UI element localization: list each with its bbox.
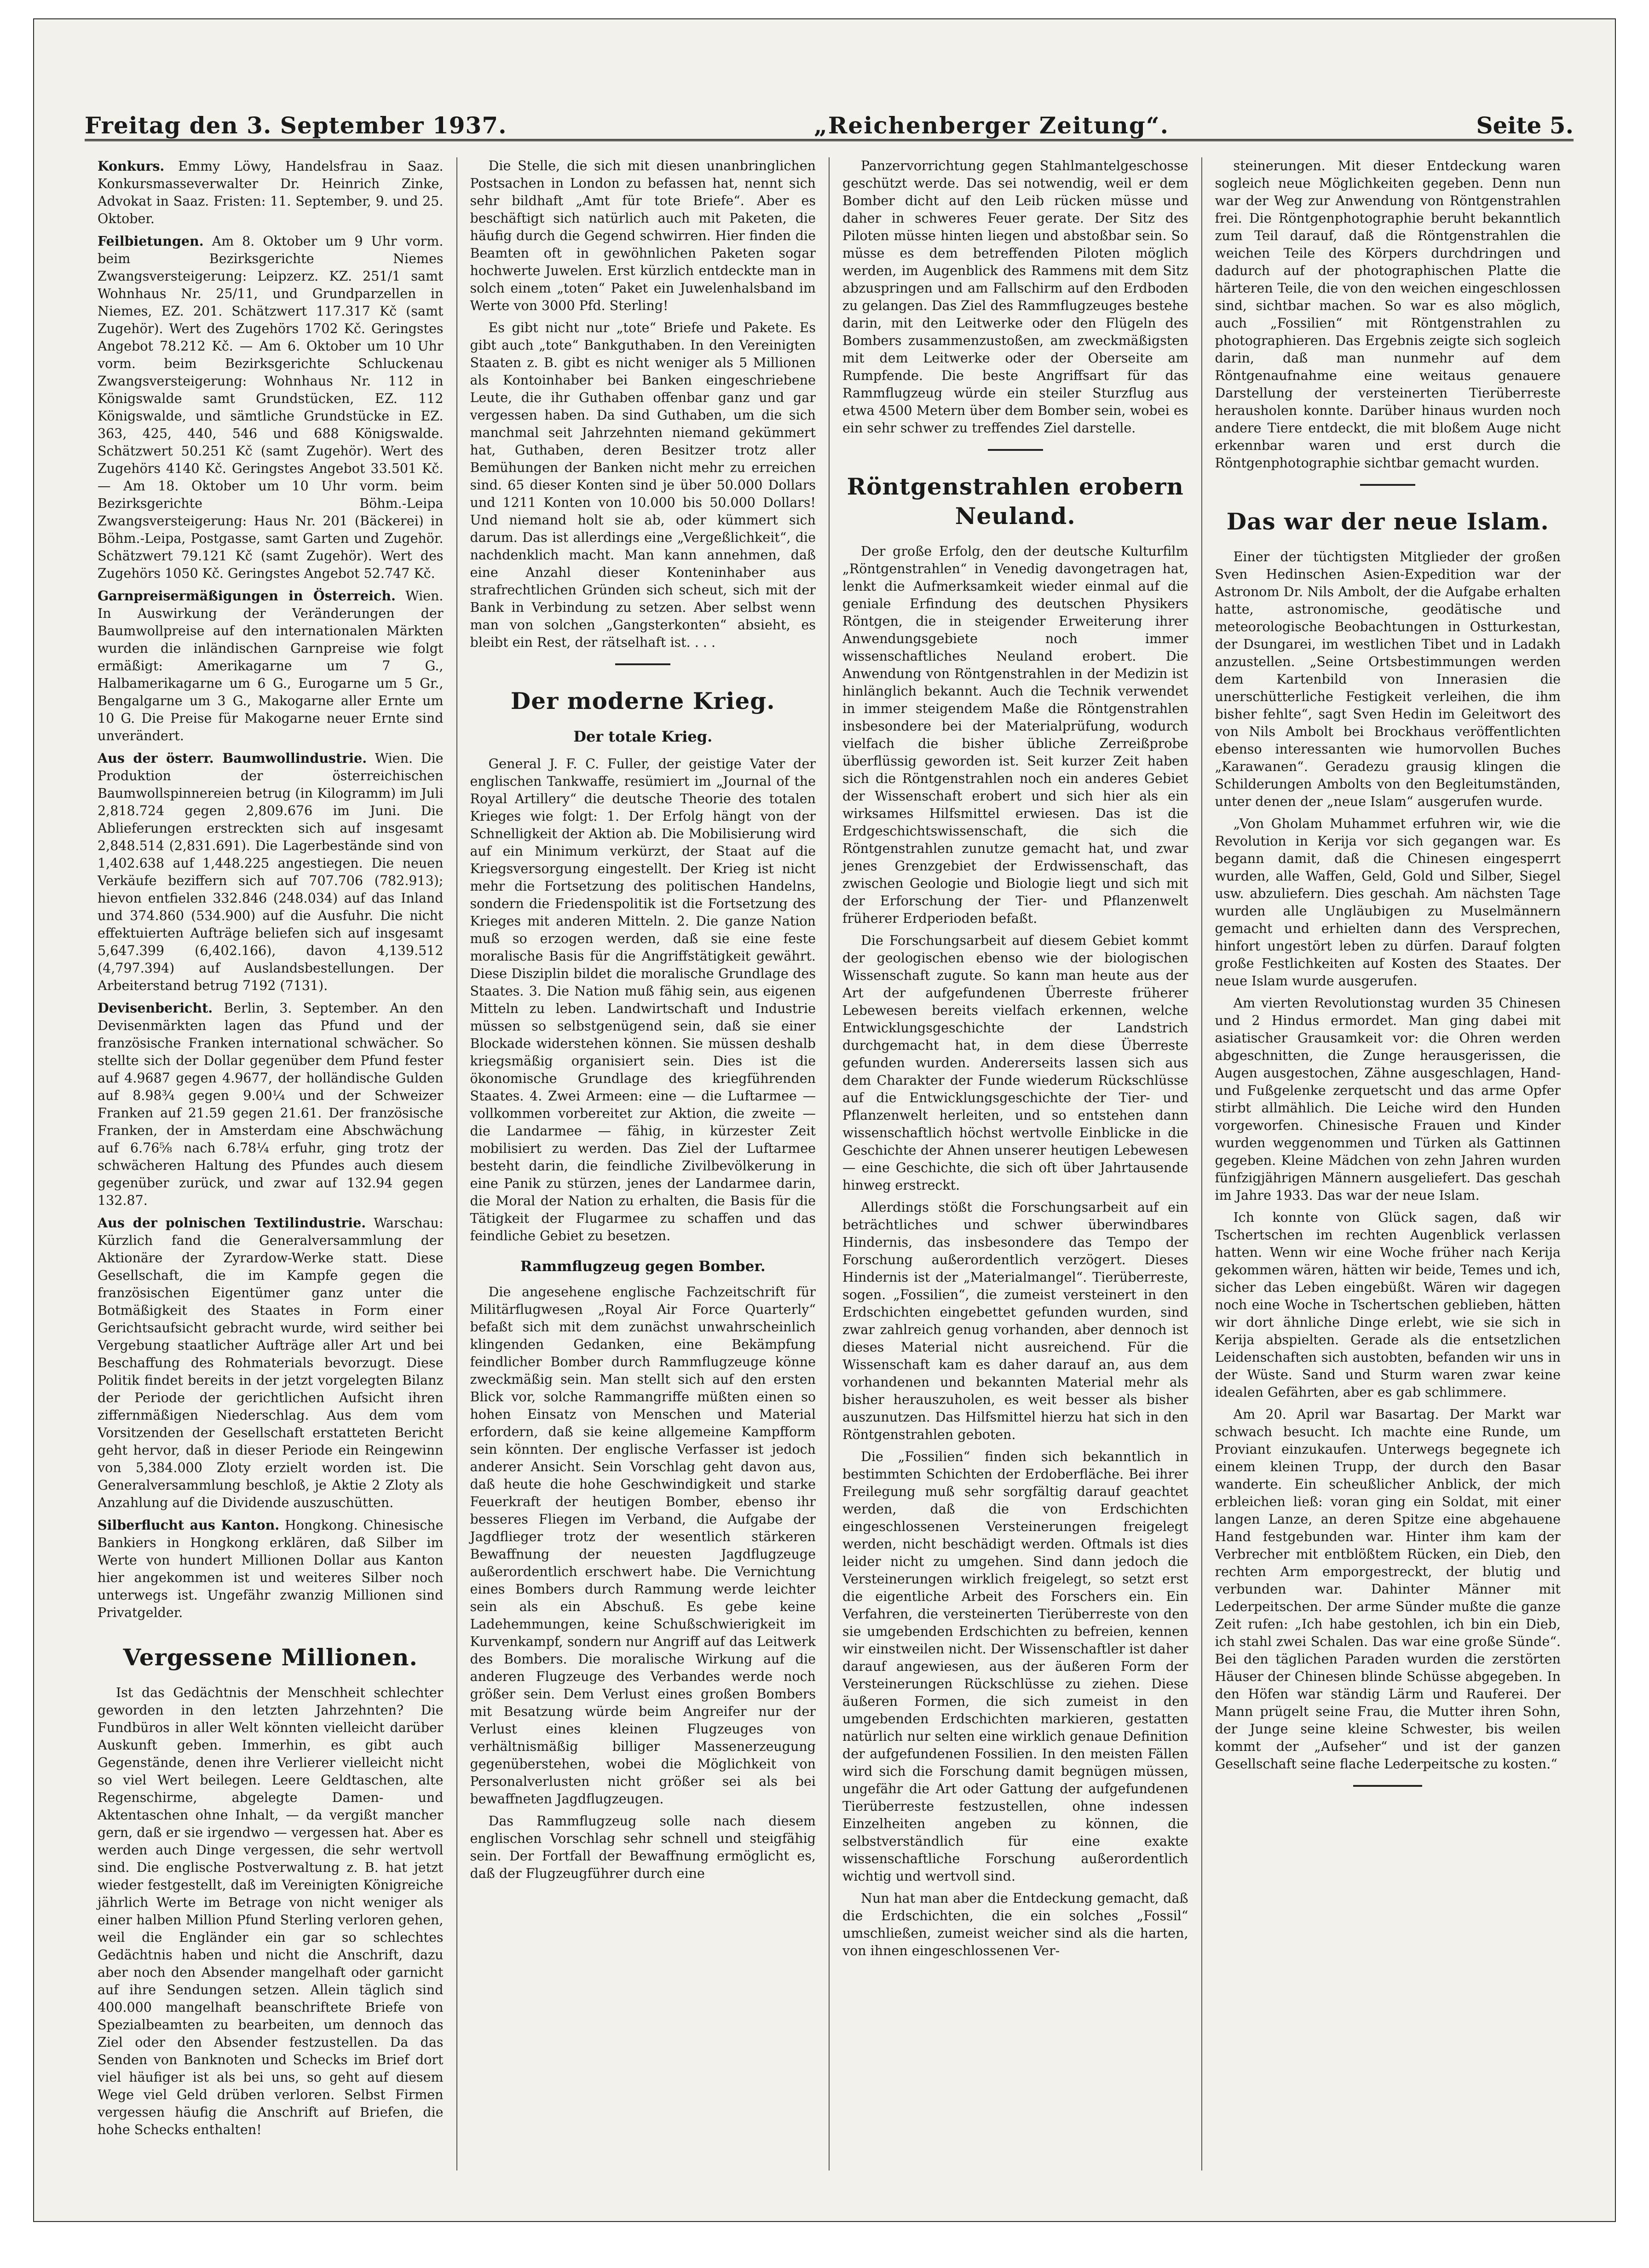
article-paragraph: Am vierten Revolutionstag wurden 35 Chinesen und 2 Hindus ermordet. Man ging dabei mit asiatischer Grausamkeit vor: die Ohren werden abgeschnitten, die Zunge herausgerissen, die Augen ausgestochen, Zähne ausgeschlagen, Hand- und Fußgelenke zerquetscht und das arme Opfer stirbt allmählich. Die Leiche wird den Hunden vorgeworfen. Chinesische Frauen und Kinder wurden weggenommen und Türken als Gattinnen gegeben. Kleine Mädchen von zehn Jahren wurden fünfzigjährigen Männern ausgeliefert. Das geschah im Jahre 1933. Das war der neue Islam. <box>1215 996 1561 1203</box>
article-heading: Röntgenstrahlen erobern Neuland. <box>847 473 1184 530</box>
divider <box>615 663 670 665</box>
item-text: Emmy Löwy, Handelsfrau in Saaz. Konkursmasseverwalter Dr. Heinrich Zinke, Advokat in Saaz. Fristen: 11. September, 9. und 25. Oktober. <box>98 159 444 226</box>
column-3 <box>830 157 1202 2170</box>
article-subheading: Rammflugzeug gegen Bomber. <box>520 1258 766 1275</box>
article-paragraph: Nun hat man aber die Entdeckung gemacht, daß die Erdschichten, die ein solches „Fossil“ umschließen, zumeist weicher sind als die harten, von ihnen eingeschlossenen Ver- <box>842 1891 1188 1958</box>
divider <box>1360 484 1415 486</box>
item-text: Wien. In Auswirkung der Veränderungen der Baumwollpreise auf den internationalen Märkten wurden die inländischen Garnpreise wie folgt ermäßigt: Amerikagarne um 7 G., Halbamerikagarne um 6 G., Eurogarne um 5 Gr., Bengalgarne um 3 G., Makogarne aller Ernte um 10 G. Die Preise für Makogarne neuer Ernte sind unverändert. <box>98 588 444 743</box>
news-item <box>98 749 444 995</box>
article-paragraph: Die „Fossilien“ finden sich bekanntlich in bestimmten Schichten der Erdoberfläche. Bei ihrer Freilegung muß sehr sorgfältig darauf geachtet werden, daß die von Erdschichten eingeschlossenen Versteinerungen freigelegt werden, nicht beschädigt werden. Oftmals ist dies leider nicht zu umgehen. Sind dann jedoch die Versteinerungen wirklich freigelegt, so setzt erst die eigentliche Arbeit des Forschers ein. Ein Verfahren, die versteinerten Tierüberreste von den sie umgebenden Erdschichten zu befreien, kennen wir einstweilen nicht. Der Wissenschaftler ist daher darauf angewiesen, aus der äußeren Form der Versteinerungen Rückschlüsse zu ziehen. Diese äußeren Formen, die sich zumeist in den umgebenden Erdschichten markieren, gestatten natürlich nur selten eine wirklich genaue Definition der aufgefundenen Fossilien. In den meisten Fällen wird sich die Forschung damit begnügen müssen, ungefähr die Art oder Gattung der aufgefundenen Tierüberreste festzustellen, ohne indessen Einzelheiten angeben zu können, die selbstverständlich für eine exakte wissenschaftliche Forschung außerordentlich wichtig und wertvoll sind. <box>842 1449 1188 1884</box>
item-text: Berlin, 3. September. An den Devisenmärkten lagen das Pfund und der französische Franken international schwächer. So stellte sich der Dollar gegenüber dem Pfund fester auf 4.9687 gegen 4.9677, der holländische Gulden auf 8.98¾ gegen 9.00¼ und der Schweizer Franken auf 21.59 gegen 21.61. Der französische Franken, der in Amsterdam eine Abschwächung auf 6.76⅝ nach 6.78¼ erfuhr, ging trotz der schwächeren Haltung des Pfundes auch diesem gegenüber zurück, und zwar auf 132.94 gegen 132.87. <box>98 1001 444 1208</box>
article-paragraph: Der große Erfolg, den der deutsche Kulturfilm „Röntgenstrahlen“ in Venedig davongetragen hat, lenkt die Aufmerksamkeit wieder einmal auf die geniale Erfindung des deutschen Physikers Röntgen, die in steigender Erweiterung ihrer Anwendungsgebiete noch immer wissenschaftliches Neuland erobert. Die Anwendung von Röntgenstrahlen in der Medizin ist hinlänglich bekannt. Auch die Technik verwendet in immer steigendem Maße die Röntgenstrahlen insbesondere bei der Materialprüfung, wodurch vielfach die bisher übliche Zerreißprobe überflüssig geworden ist. Seit kurzer Zeit haben sich die Röntgenstrahlen noch ein anderes Gebiet der Wissenschaft erobert und sich hier als ein wirksames Hilfsmittel erwiesen. Das ist die Erdgeschichtswissenschaft, die sich die Röntgenstrahlen zunutze gemacht hat, und zwar jenes Grenzgebiet der Erdwissenschaft, das zwischen Geologie und Biologie liegt und sich mit der Erforschung der Tier- und Pflanzenwelt früherer Erdperioden befaßt. <box>842 544 1188 926</box>
newspaper-page <box>33 18 1616 2222</box>
divider <box>988 449 1043 451</box>
item-text: Warschau: Kürzlich fand die Generalversammlung der Aktionäre der Zyrardow-Werke statt. Diese Gesellschaft, die im Kampfe gegen die französischen Eigentümer ganz unter die Botmäßigkeit des Staates in Form einer Gerichtsaufsicht gebracht wurde, wird seither bei Vergebung staatlicher Aufträge aller Art und bei Beschaffung des Rohmaterials bevorzugt. Diese Politik findet bereits in der jetzt vorgelegten Bilanz der Periode der gerichtlichen Aufsicht ihren ziffernmäßigen Niederschlag. Aus dem vom Vorsitzenden der Gesellschaft erstatteten Bericht geht hervor, daß in dieser Periode ein Reingewinn von 5,384.000 Zloty erzielt worden ist. Die Generalversammlung beschloß, je Aktie 2 Zloty als Anzahlung auf die Dividende auszuschütten. <box>98 1215 444 1510</box>
article-paragraph: Die angesehene englische Fachzeitschrift für Militärflugwesen „Royal Air Force Quarterly“ befaßt sich mit dem zunächst unwahrscheinlich klingenden Gedanken, eine Bekämpfung feindlicher Bomber durch Rammflugzeuge könne zweckmäßig sein. Man stellt sich auf den ersten Blick vor, solche Rammangriffe müßten einen so hohen Einsatz von Menschen und Material erfordern, daß sie keine allgemeine Kampfform sein könnten. Der englische Verfasser ist jedoch anderer Ansicht. Sein Vorschlag geht davon aus, daß heute die hohe Geschwindigkeit und starke Feuerkraft der heutigen Bomber, ebenso ihr besseres Fliegen im Verband, die Aufgabe der Jagdflieger trotz der wesentlich stärkeren Bewaffnung der neuesten Jagdflugzeuge außerordentlich erschwert habe. Die Vernichtung eines Bombers durch Rammung werde leichter sein als ein Abschuß. Es gebe keine Ladehemmungen, keine Schußschwierigkeit im Kurvenkampf, sondern nur Angriff auf das Leitwerk des Bombers. Die moralische Wirkung auf die anderen Flugzeuge des Verbandes werde noch größer sein. Dem Verlust eines großen Bombers mit Besatzung würde beim Angreifer nur der Verlust eines kleinen Flugzeuges von verhältnismäßig billiger Massenerzeugung gegenüberstehen, wobei die Möglichkeit von Personalverlusten nicht größer sei als bei bewaffneten Jagdflugzeugen. <box>470 1284 816 1807</box>
news-item <box>98 999 444 1209</box>
news-item <box>98 1516 444 1622</box>
item-text: Hongkong. Chinesische Bankiers in Hongkong erklären, daß Silber im Werte von hundert Millionen Dollar aus Kanton hier angekommen ist und weiteres Silber noch unterwegs ist. Ungefähr zwanzig Millionen sind Privatgelder. <box>98 1518 444 1620</box>
issue-date: Freitag den 3. September 1937. <box>85 112 507 139</box>
newspaper-title: „Reichenberger Zeitung“. <box>814 112 1170 139</box>
item-text: Am 8. Oktober um 9 Uhr vorm. beim Bezirksgerichte Niemes Zwangsversteigerung: Leipzerz. KZ. 251/1 samt Wohnhaus Nr. 25/11, und Grundparzellen in Niemes, EZ. 201. Schätzwert 117.317 Kč (samt Zugehör). Wert des Zugehörs 1702 Kč. Geringstes Angebot 78.212 Kč. — Am 6. Oktober um 10 Uhr vorm. beim Bezirksgerichte Schluckenau Zwangsversteigerung: Wohnhaus Nr. 112 in Königswalde samt Grundstücken, EZ. 112 Königswalde, und sämtliche Grundstücke in EZ. 363, 425, 440, 546 und 688 Königswalde. Schätzwert 50.251 Kč (samt Zugehör). Wert des Zugehörs 4140 Kč. Geringstes Angebot 33.501 Kč. — Am 18. Oktober um 10 Uhr vorm. beim Bezirksgerichte Böhm.-Leipa Zwangsversteigerung: Haus Nr. 201 (Bäckerei) in Böhm.-Leipa, Postgasse, samt Garten und Zugehör. Schätzwert 79.121 Kč (samt Zugehör). Wert des Zugehörs 1050 Kč. Geringstes Angebot 52.747 Kč. <box>98 234 444 581</box>
column-4 <box>1202 157 1574 2170</box>
column-2 <box>457 157 830 2170</box>
end-divider <box>1353 1785 1422 1787</box>
article-paragraph: Die Forschungsarbeit auf diesem Gebiet kommt der geologischen ebenso wie der biologischen Wissenschaft zugute. So kann man heute aus der Art der aufgefundenen Überreste früherer Lebewesen bereits vielfach erkennen, welche Entwicklungsgeschichte der Landstrich durchgemacht hat, in dem diese Überreste gefunden wurden. Andererseits lassen sich aus dem Charakter der Funde wiederum Rückschlüsse auf die Entwicklungsgeschichte der Tier- und Pflanzenwelt herleiten, und so entstehen dann wissenschaftlich höchst wertvolle Einblicke in die Geschichte der Ahnen unserer heutigen Lebewesen — eine Geschichte, die sich oft über Jahrtausende hinweg erstreckt. <box>842 933 1188 1193</box>
article-heading: Das war der neue Islam. <box>1226 508 1549 535</box>
page-number: Seite 5. <box>1476 112 1574 139</box>
article-paragraph: Einer der tüchtigsten Mitglieder der großen Sven Hedinschen Asien-Expedition war der Astronom Dr. Nils Ambolt, der die Aufgabe erhalten hatte, astronomische, geodätische und meteorologische Beobachtungen in Ostturkestan, der Dsungarei, im westlichen Tibet und in Ladakh anzustellen. „Seine Ortsbestimmungen werden dem Kartenbild von Innerasien die unerschütterliche Festigkeit verleihen, die ihm bisher fehlte“, sagt Sven Hedin im Geleitwort des von Nils Ambolt bei Brockhaus veröffentlichten ebenso interessanten wie humorvollen Buches „Karawanen“. Geradezu grausig klingen die Schilderungen Ambolts von den Begleitumständen, unter denen der „neue Islam“ ausgerufen wurde. <box>1215 549 1561 809</box>
item-keyword: Konkurs. <box>98 158 165 174</box>
news-item <box>98 232 444 582</box>
article-subheading: Der totale Krieg. <box>573 728 713 745</box>
item-keyword: Garnpreisermäßigungen in Österreich. <box>98 588 396 604</box>
page-header <box>85 98 1574 141</box>
item-text: Wien. Die Produktion der österreichischen Baumwollspinnereien betrug (in Kilogramm) im Juli 2,818.724 gegen 2,809.676 im Juni. Die Ablieferungen erstreckten sich auf insgesamt 2,848.514 (2,831.691). Die Lagerbestände sind von 1,402.638 auf 1,448.225 angestiegen. Die neuen Verkäufe beziffern sich auf 707.706 (782.913); hievon entfielen 332.846 (248.034) auf das Inland und 374.860 (534.900) auf die Ausfuhr. Die nicht effektuierten Aufträge beliefen sich auf insgesamt 5,647.399 (6,402.166), davon 4,139.512 (4,797.394) auf Auslandsbestellungen. Der Arbeiterstand betrug 7192 (7131). <box>98 751 444 993</box>
column-1 <box>85 157 457 2170</box>
item-keyword: Aus der österr. Baumwollindustrie. <box>98 750 367 766</box>
news-item <box>98 587 444 745</box>
article-heading: Vergessene Millionen. <box>123 1644 418 1671</box>
item-keyword: Devisenbericht. <box>98 1000 213 1016</box>
columns <box>85 157 1574 2170</box>
article-paragraph: Am 20. April war Basartag. Der Markt war schwach besucht. Ich machte eine Runde, um Proviant einzukaufen. Unterwegs begegnete ich einem kleinen Trupp, der durch den Basar wanderte. Ein scheußlicher Anblick, der mich erbleichen ließ: voran ging ein Soldat, mit einer langen Lanze, an deren Spitze eine abgehauene Hand festgebunden war. Hinter ihm kam der Verbrecher mit entblößtem Rücken, ein Dieb, den rechten Arm emporgestreckt, der blutig und verbunden war. Dahinter Männer mit Lederpeitschen. Der arme Sünder mußte die ganze Zeit rufen: „Ich habe gestohlen, ich bin ein Dieb, ich stahl zwei Schalen. Das war eine große Sünde“. Bei den täglichen Paraden wurden die zerstörten Häuser der Chinesen blinde Schüsse abgegeben. In den Höfen war ständig Lärm und Rauferei. Der Mann prügelt seine Frau, die Mutter ihren Sohn, der Junge seine kleine Schwester, bis weilen kommt der „Aufseher“ und ist der ganzen Gesellschaft seine flache Lederpeitsche zu kosten.“ <box>1215 1407 1561 1772</box>
article-paragraph: Panzervorrichtung gegen Stahlmantelgeschosse geschützt werde. Das sei notwendig, weil er dem Bomber dicht auf den Leib rücken müsse und daher in schweres Feuer gerate. Der Sitz des Piloten müsse hinten liegen und abstoßbar sein. So müsse es dem betreffenden Piloten möglich werden, im Augenblick des Rammens mit dem Sitz abzuspringen und am Fallschirm auf den Erdboden zu gelangen. Das Ziel des Rammflugzeuges bestehe darin, mit den Leitwerke oder den Flügeln des Bombers zusammenzustoßen, am zweckmäßigsten mit dem Leitwerke oder der Oberseite am Rumpfende. Die beste Angriffsart für das Rammflugzeug würde ein steiler Sturzflug aus etwa 4500 Metern über dem Bomber sein, wobei es ein sehr schwer zu treffendes Ziel darstelle. <box>842 158 1188 436</box>
article-paragraph: Es gibt nicht nur „tote“ Briefe und Pakete. Es gibt auch „tote“ Bankguthaben. In den Vereinigten Staaten z. B. gibt es nicht weniger als 5 Millionen als Kontoinhaber bei Banken eingeschriebene Leute, die ihr Guthaben offenbar ganz und gar vergessen haben. Da sind Guthaben, um die sich manchmal seit Jahrzehnten niemand gekümmert hat, Guthaben, deren Besitzer trotz aller Bemühungen der Banken nicht mehr zu erreichen sind. 65 dieser Konten sind je über 50.000 Dollars und 1211 Konten von 10.000 bis 50.000 Dollars! Und niemand holt sie ab, oder kümmert sich darum. Das ist allerdings eine „Vergeßlichkeit“, die nachdenklich macht. Man kann annehmen, daß eine Anzahl dieser Konteninhaber aus strafrechtlichen Gründen sich scheut, sich mit der Bank in Verbindung zu setzen. Aber selbst wenn man von solchen „Gangsterkonten“ absieht, es bleibt ein Rest, der rätselhaft ist. . . . <box>470 320 816 650</box>
item-keyword: Feilbietungen. <box>98 233 204 249</box>
item-keyword: Aus der polnischen Textilindustrie. <box>98 1215 366 1231</box>
news-item <box>98 157 444 228</box>
article-paragraph: steinerungen. Mit dieser Entdeckung waren sogleich neue Möglichkeiten gegeben. Denn nun war der Weg zur Anwendung von Röntgenstrahlen frei. Die Röntgenphotographie beruht bekanntlich zum Teil darauf, daß die Röntgenstrahlen die weichen Teile des Körpers durchdringen und dadurch auf der photographischen Platte die härteren Teile, die von den weichen eingeschlossen sind, sichtbar machen. So war es also möglich, auch „Fossilien“ mit Röntgenstrahlen zu photographieren. Das Ergebnis zeigte sich sogleich darin, daß man nunmehr auf dem Röntgenaufnahme eine weitaus genauere Darstellung der versteinerten Tierüberreste herausholen konnte. Darüber hinaus wurden noch andere Tiere entdeckt, die mit bloßem Auge nicht erkennbar waren und erst durch die Röntgenphotographie sichtbar gemacht wurden. <box>1215 158 1561 471</box>
article-paragraph: Die Stelle, die sich mit diesen unanbringlichen Postsachen in London zu befassen hat, nennt sich sehr bildhaft „Amt für tote Briefe“. Aber es beschäftigt sich natürlich auch mit Paketen, die häufig durch die Gegend schwirren. Hier finden die Beamten oft in gewöhnlichen Paketen sogar hochwerte Juwelen. Erst kürzlich entdeckte man in solch einem „toten“ Paket ein Juwelenhalsband im Werte von 3000 Pfd. Sterling! <box>470 158 816 313</box>
article-heading: Der moderne Krieg. <box>510 687 775 714</box>
article-paragraph: „Von Gholam Muhammet erfuhren wir, wie die Revolution in Kerija vor sich gegangen war. Es begann damit, daß die Chinesen eingesperrt wurden, alle Waffen, Geld, Gold und Silber, Siegel usw. abzuliefern. Dies geschah. Am nächsten Tage wurden alle Ungläubigen zu Muselmännern gemacht und erhielten dann des Versprechen, hinfort ungestört leben zu dürfen. Darauf folgten große Festlichkeiten auf Kosten des Staates. Der neue Islam wurde ausgerufen. <box>1215 816 1561 989</box>
item-keyword: Silberflucht aus Kanton. <box>98 1517 280 1533</box>
article-paragraph: General J. F. C. Fuller, der geistige Vater der englischen Tankwaffe, resümiert im „Journal of the Royal Artillery“ die deutsche Theorie des totalen Krieges wie folgt: 1. Der Erfolg hängt von der Schnelligkeit der Aktion ab. Die Mobilisierung wird auf ein Minimum verkürzt, der Staat auf die Kriegsversorgung eingestellt. Der Krieg ist nicht mehr die Fortsetzung des politischen Handelns, sondern die Friedenspolitik ist die Fortsetzung des Krieges mit anderen Mitteln. 2. Die ganze Nation muß so erzogen werden, daß sie eine feste moralische Basis für die Angriffstätigkeit gewährt. Diese Disziplin bildet die moralische Grundlage des Staates. 3. Die Nation muß fähig sein, aus eigenen Mitteln zu leben. Landwirtschaft und Industrie müssen so selbstgenügend sein, daß sie einer Blockade widerstehen können. Sie müssen deshalb kriegsmäßig organisiert sein. Dies ist die ökonomische Grundlage des kriegführenden Staates. 4. Zwei Armeen: eine — die Luftarmee — vollkommen vorbereitet zur Aktion, die zweite — die Landarmee — fähig, in kürzester Zeit mobilisiert zu werden. Das Ziel der Luftarmee besteht darin, die feindliche Zivilbevölkerung in eine Panik zu stürzen, jenes der Landarmee darin, die Moral der Nation zu erhalten, die Basis für die Tätigkeit der Flugarmee zu schaffen und das feindliche Gebiet zu besetzen. <box>470 756 816 1243</box>
article-paragraph: Ich konnte von Glück sagen, daß wir Tschertschen im rechten Augenblick verlassen hatten. Wenn wir eine Woche früher nach Kerija gekommen wären, hätten wir beide, Temes und ich, sicher das Leben eingebüßt. Wären wir dagegen noch eine Woche in Tschertschen geblieben, hätten wir dort ähnliche Dinge erlebt, wie sie sich in Kerija abspielten. Gerade als die entsetzlichen Leidenschaften sich austobten, befanden wir uns in der Wüste. Sand und Sturm waren zwar keine idealen Gefährten, aber es gab schlimmere. <box>1215 1210 1561 1400</box>
article-paragraph: Ist das Gedächtnis der Menschheit schlechter geworden in den letzten Jahrzehnten? Die Fundbüros in aller Welt könnten vielleicht darüber Auskunft geben. Immerhin, es gibt auch Gegenstände, denen ihre Verlierer vielleicht nicht so viel Wert beilegen. Leere Geldtaschen, alte Regenschirme, abgelegte Damen- und Aktentaschen ohne Inhalt, — da vergißt mancher gern, daß er sie irgendwo — vergessen hat. Aber es werden auch Dinge vergessen, die sehr wertvoll sind. Die englische Postverwaltung z. B. hat jetzt wieder festgestellt, daß im Vereinigten Königreiche jährlich Werte im Betrage von nicht weniger als einer halben Million Pfund Sterling verloren gehen, weil die Engländer ein gar so schlechtes Gedächtnis haben und nicht die Anschrift, dazu aber noch den Absender mangelhaft oder garnicht auf ihre Sendungen setzen. Allein täglich sind 400.000 mangelhaft beanschriftete Briefe von Spezialbeamten zu bearbeiten, um dennoch das Ziel oder den Absender festzustellen. Da das Senden von Banknoten und Schecks im Brief dort viel häufiger ist als bei uns, so geht auf diesem Wege viel Geld drüben verloren. Selbst Firmen vergessen häufig die Anschrift auf Briefen, die hohe Schecks enthalten! <box>98 1685 444 2137</box>
article-paragraph: Allerdings stößt die Forschungsarbeit auf ein beträchtliches und schwer überwindbares Hindernis, das insbesondere das Tempo der Forschung außerordentlich verzögert. Dieses Hindernis ist der „Materialmangel“. Tierüberreste, sogen. „Fossilien“, die zumeist versteinert in den Erdschichten eingebettet gefunden wurden, sind zwar zahlreich genug vorhanden, aber dennoch ist dieses Material nicht ausreichend. Für die Wissenschaft kam es daher darauf an, aus dem vorhandenen und bekannten Material mehr als bisher herauszuholen, es weit besser als bisher auszunutzen. Das Hilfsmittel hierzu hat sich in den Röntgenstrahlen geboten. <box>842 1200 1188 1442</box>
news-item <box>98 1214 444 1512</box>
article-paragraph: Das Rammflugzeug solle nach diesem englischen Vorschlag sehr schnell und steigfähig sein. Der Fortfall der Bewaffnung ermöglicht es, daß der Flugzeugführer durch eine <box>470 1813 816 1881</box>
